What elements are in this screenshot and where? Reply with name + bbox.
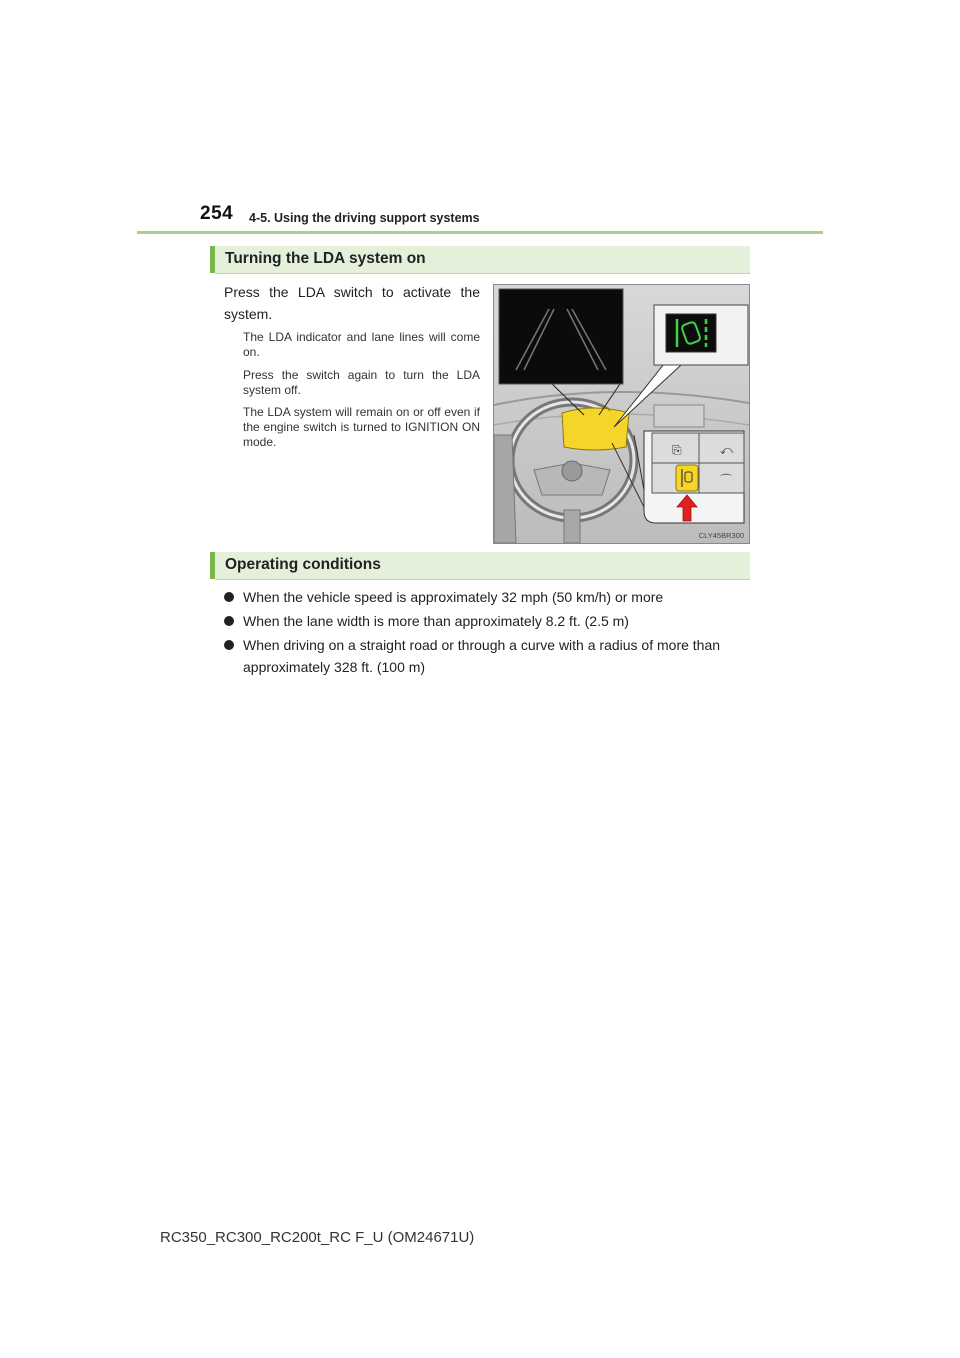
cockpit-drawing	[494, 285, 749, 543]
heading-operating-conditions	[210, 552, 750, 579]
svg-text:⎘: ⎘	[672, 443, 682, 457]
note-2: Press the switch again to turn the LDA system off.	[243, 368, 480, 397]
svg-text:⌒: ⌒	[720, 473, 733, 487]
bullet-icon	[224, 616, 234, 626]
intro-text: Press the LDA switch to activate the system.	[224, 284, 480, 322]
figure-code: CLY45BR300	[698, 531, 744, 540]
note-3: The LDA system will remain on or off even if the engine switch is turned to IGNITION ON mode.	[243, 405, 480, 449]
section-title: 4-5. Using the driving support systems	[249, 211, 480, 225]
lda-illustration	[493, 284, 750, 544]
page-number: 254	[200, 203, 234, 224]
svg-text:⤺: ⤺	[720, 443, 733, 457]
list-item: When the lane width is more than approximately 8.2 ft. (2.5 m)	[224, 610, 754, 632]
footer-model: RC350_RC300_RC200t_RC F_U (OM24671U)	[160, 1229, 475, 1246]
lda-switch-icon	[676, 465, 698, 491]
bullet-icon	[224, 640, 234, 650]
note-1: The LDA indicator and lane lines will come on.	[243, 330, 480, 359]
header-rule	[137, 231, 823, 234]
list-item: When the vehicle speed is approximately 32 mph (50 km/h) or more	[224, 586, 754, 608]
list-item: When driving on a straight road or through a curve with a radius of more than approximately 328 ft. (100 m)	[224, 634, 754, 678]
heading-operating-conditions-text: Operating conditions	[225, 556, 381, 573]
heading-turning-on	[210, 246, 750, 273]
bullet-icon	[224, 592, 234, 602]
heading-turning-on-text: Turning the LDA system on	[225, 250, 426, 267]
operating-conditions-list	[224, 586, 754, 680]
